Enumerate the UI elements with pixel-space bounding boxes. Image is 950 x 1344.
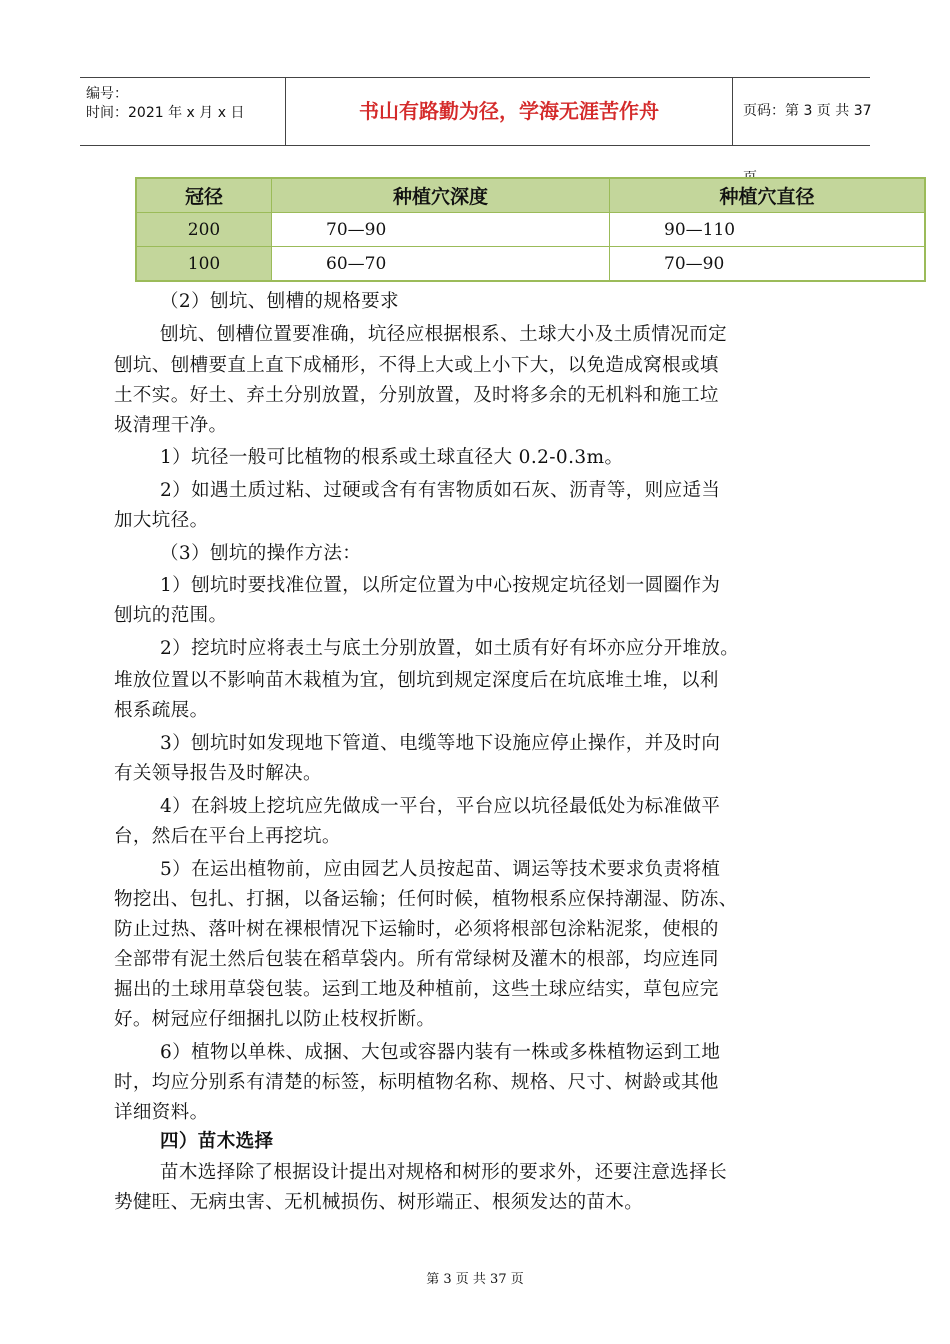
paragraph-line: 掘出的土球用草袋包装。运到工地及种植前，这些土球应结实，草包应完 <box>114 979 719 1000</box>
paragraph-line: 堆放位置以不影响苗木栽植为宜，刨坑到规定深度后在坑底堆土堆，以利 <box>114 670 719 691</box>
paragraph-line: 3）刨坑时如发现地下管道、电缆等地下设施应停止操作，并及时向 <box>160 733 721 754</box>
paragraph-line: 势健旺、无病虫害、无机械损伤、树形端正、根须发达的苗木。 <box>114 1192 644 1213</box>
table-header-cell: 种植穴直径 <box>610 178 926 213</box>
paragraph-line: 刨坑、刨槽要直上直下成桶形，不得上大或上小下大，以免造成窝根或填 <box>114 355 719 376</box>
planting-spec-table <box>135 177 926 282</box>
table-row <box>136 247 925 282</box>
paragraph-line: 有关领导报告及时解决。 <box>114 763 322 784</box>
paragraph-line: 2）挖坑时应将表土与底土分别放置，如土质有好有坏亦应分开堆放。 <box>160 638 740 659</box>
section-heading: 四）苗木选择 <box>160 1131 274 1152</box>
section-heading: （2）刨坑、刨槽的规格要求 <box>160 291 399 312</box>
paragraph-line: 好。树冠应仔细捆扎以防止枝杈折断。 <box>114 1009 436 1030</box>
paragraph-line: 时，均应分别系有清楚的标签，标明植物名称、规格、尺寸、树龄或其他 <box>114 1072 719 1093</box>
paragraph-line: 详细资料。 <box>114 1102 209 1123</box>
page-footer: 第 3 页 共 37 页 <box>426 1272 524 1287</box>
paragraph-line: 全部带有泥土然后包装在稻草袋内。所有常绿树及灌木的根部，均应连同 <box>114 949 719 970</box>
paragraph-line: 台，然后在平台上再挖坑。 <box>114 826 341 847</box>
table-cell: 200 <box>136 213 272 247</box>
paragraph-line: 1）坑径一般可比植物的根系或土球直径大 0.2-0.3m。 <box>160 447 624 468</box>
document-time-label: 时间：2021 年 x 月 x 日 <box>86 105 245 121</box>
page-header <box>80 77 870 146</box>
paragraph-line: 物挖出、包扎、打捆，以备运输；任何时候，植物根系应保持潮湿、防冻、 <box>114 889 738 910</box>
document-number-label: 编号： <box>86 86 128 102</box>
paragraph-line: 5）在运出植物前，应由园艺人员按起苗、调运等技术要求负责将植 <box>160 859 721 880</box>
header-motto: 书山有路勤为径，学海无涯苦作舟 <box>286 78 733 145</box>
paragraph-line: 刨坑的范围。 <box>114 605 228 626</box>
table-header-cell: 种植穴深度 <box>272 178 610 213</box>
paragraph-line: 防止过热、落叶树在裸根情况下运输时，必须将根部包涂粘泥浆，使根的 <box>114 919 719 940</box>
paragraph-line: 根系疏展。 <box>114 700 209 721</box>
paragraph-line: 1）刨坑时要找准位置，以所定位置为中心按规定坑径划一圆圈作为 <box>160 575 721 596</box>
header-meta <box>80 78 286 145</box>
paragraph-line: 加大坑径。 <box>114 510 209 531</box>
table-cell: 70—90 <box>272 213 610 247</box>
table-cell: 70—90 <box>610 247 926 282</box>
table-cell: 100 <box>136 247 272 282</box>
paragraph-line: 圾清理干净。 <box>114 415 228 436</box>
paragraph-line: 土不实。好土、弃土分别放置，分别放置，及时将多余的无机料和施工垃 <box>114 385 719 406</box>
table-row <box>136 213 925 247</box>
table-header-row <box>136 178 925 213</box>
table-cell: 60—70 <box>272 247 610 282</box>
paragraph-line: 刨坑、刨槽位置要准确，坑径应根据根系、土球大小及土质情况而定 <box>160 324 728 345</box>
table-header-cell: 冠径 <box>136 178 272 213</box>
table-cell: 90—110 <box>610 213 926 247</box>
section-heading: （3）刨坑的操作方法： <box>160 543 362 564</box>
paragraph-line: 6）植物以单株、成捆、大包或容器内装有一株或多株植物运到工地 <box>160 1042 721 1063</box>
paragraph-line: 苗木选择除了根据设计提出对规格和树形的要求外，还要注意选择长 <box>160 1162 728 1183</box>
paragraph-line: 4）在斜坡上挖坑应先做成一平台，平台应以坑径最低处为标准做平 <box>160 796 721 817</box>
header-page-info: 页码：第 3 页 共 37 <box>743 103 872 119</box>
paragraph-line: 2）如遇土质过粘、过硬或含有有害物质如石灰、沥青等，则应适当 <box>160 480 721 501</box>
